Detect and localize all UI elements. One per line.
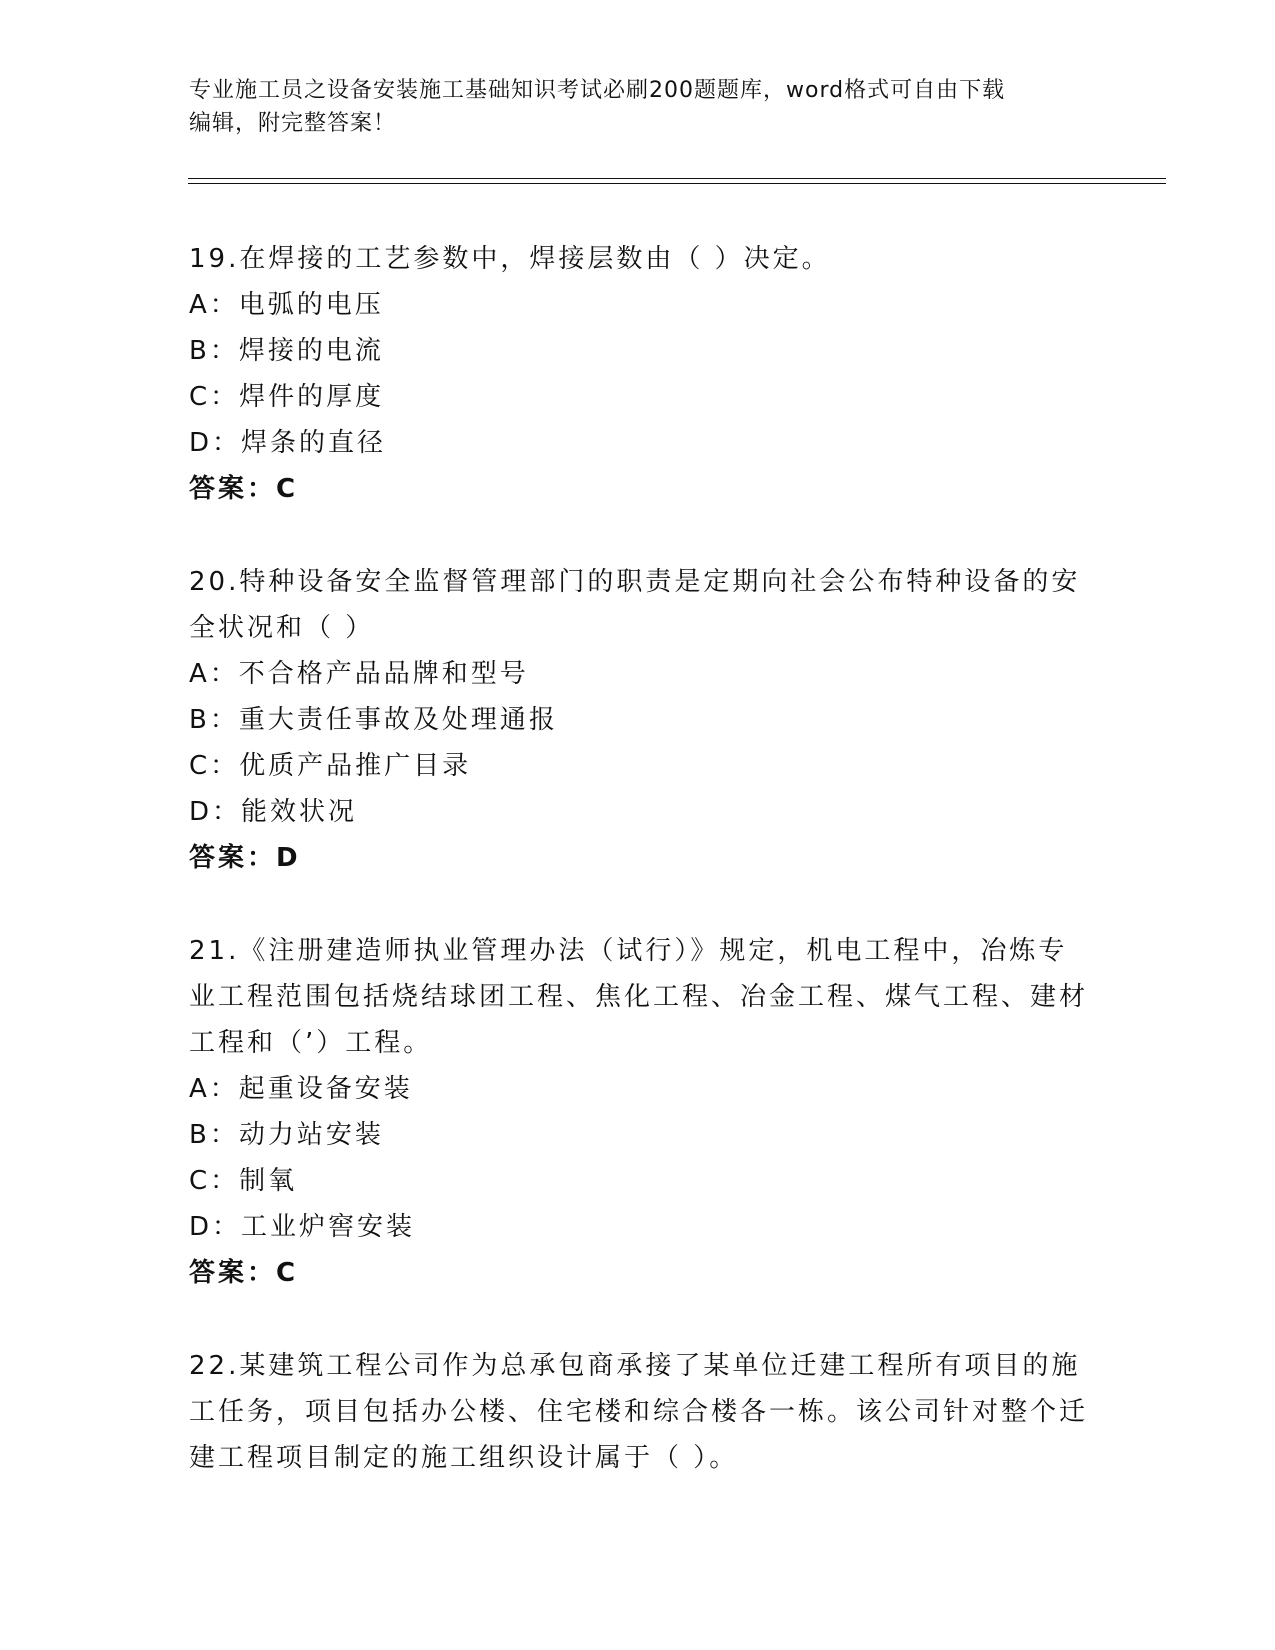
document-header: [189, 74, 1089, 140]
option-c: C：焊件的厚度: [189, 382, 385, 412]
question-text: 21.《注册建造师执业管理办法（试行）》规定，机电工程中，冶炼专业工程范围包括烧结球团工程、焦化工程、冶金工程、煤气工程、建材工程和（’）工程。: [189, 936, 1089, 1058]
question-text: 19.在焊接的工艺参数中，焊接层数由（ ）决定。: [189, 244, 831, 274]
option-c: C：制氧: [189, 1166, 298, 1196]
option-b: B：重大责任事故及处理通报: [189, 705, 558, 735]
option-a: A：不合格产品品牌和型号: [189, 659, 529, 689]
option-d: D：焊条的直径: [189, 428, 387, 458]
question-text: 20.特种设备安全监督管理部门的职责是定期向社会公布特种设备的安全状况和（ ）: [189, 567, 1081, 643]
answer: 答案：D: [189, 843, 301, 873]
question-list: [189, 236, 1089, 1528]
question-20: [189, 559, 1089, 881]
header-line-2: 编辑，附完整答案！: [189, 111, 397, 136]
header-line-1: 专业施工员之设备安装施工基础知识考试必刷200题题库，word格式可自由下载: [189, 78, 1006, 103]
question-21: [189, 928, 1089, 1296]
answer: 答案：C: [189, 1258, 299, 1288]
option-a: A：电弧的电压: [189, 290, 384, 320]
option-a: A：起重设备安装: [189, 1074, 413, 1104]
header-rule-bottom: [188, 183, 1166, 184]
question-text: 22.某建筑工程公司作为总承包商承接了某单位迁建工程所有项目的施工任务，项目包括办公楼、住宅楼和综合楼各一栋。该公司针对整个迁建工程项目制定的施工组织设计属于（ ）。: [189, 1351, 1089, 1473]
answer: 答案：C: [189, 474, 299, 504]
option-b: B：焊接的电流: [189, 336, 384, 366]
option-c: C：优质产品推广目录: [189, 751, 472, 781]
option-d: D：工业炉窖安装: [189, 1212, 416, 1242]
header-rule-top: [188, 178, 1166, 179]
question-19: [189, 236, 1089, 512]
option-d: D：能效状况: [189, 797, 358, 827]
option-b: B：动力站安装: [189, 1120, 384, 1150]
question-22: [189, 1343, 1089, 1481]
